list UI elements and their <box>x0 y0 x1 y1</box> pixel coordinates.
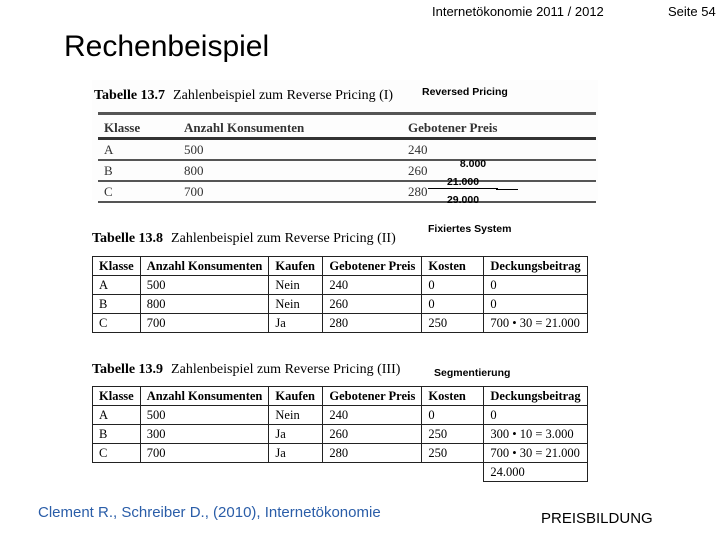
table-cell: 700 <box>178 181 402 202</box>
table-cell: 300 • 10 = 3.000 <box>484 425 588 444</box>
table-cell-empty <box>140 463 269 482</box>
table-cell: 300 <box>140 425 269 444</box>
table-cell-empty <box>93 463 141 482</box>
table3-header-row <box>93 387 588 406</box>
sum-total: 29.000 <box>446 194 480 206</box>
table-cell: 240 <box>323 406 422 425</box>
table-cell: 240 <box>402 139 596 161</box>
table-row <box>93 406 588 425</box>
page-number: Seite 54 <box>668 4 716 19</box>
table-cell: Nein <box>269 276 323 295</box>
table1 <box>98 118 596 203</box>
table2-col-anzahl: Anzahl Konsumenten <box>140 257 269 276</box>
table-cell: C <box>93 444 141 463</box>
table3-col-anzahl: Anzahl Konsumenten <box>140 387 269 406</box>
table1-caption-text: Zahlenbeispiel zum Reverse Pricing (I) <box>173 88 394 103</box>
table2 <box>92 256 588 333</box>
table-row <box>93 444 588 463</box>
table-cell: 500 <box>178 139 402 161</box>
table-cell: Ja <box>269 314 323 333</box>
table-cell: 800 <box>178 160 402 181</box>
table3-total-row <box>93 463 588 482</box>
table2-col-kaufen: Kaufen <box>269 257 323 276</box>
table1-rule <box>98 112 596 115</box>
table-cell: Nein <box>269 406 323 425</box>
sum-value-2: 21.000 <box>428 176 498 189</box>
table-cell: A <box>93 276 141 295</box>
table2-caption-text: Zahlenbeispiel zum Reverse Pricing (II) <box>171 231 396 246</box>
sum-value-1: 8.000 <box>459 158 487 170</box>
table-cell: 260 <box>323 295 422 314</box>
table-cell: 0 <box>484 276 588 295</box>
table-row <box>93 276 588 295</box>
table-cell: 240 <box>323 276 422 295</box>
table-cell: 0 <box>484 406 588 425</box>
table3-col-preis: Gebotener Preis <box>323 387 422 406</box>
table2-header-row <box>93 257 588 276</box>
table-cell: 0 <box>422 295 484 314</box>
table-cell: 500 <box>140 276 269 295</box>
table-cell: Ja <box>269 425 323 444</box>
table-cell: 800 <box>140 295 269 314</box>
table-cell: B <box>93 425 141 444</box>
table-cell: 250 <box>422 425 484 444</box>
table-cell-empty <box>323 463 422 482</box>
table-cell: 700 <box>140 444 269 463</box>
table3 <box>92 386 588 482</box>
table-row <box>98 139 596 161</box>
table-row <box>93 425 588 444</box>
table1-col-anzahl: Anzahl Konsumenten <box>178 118 402 139</box>
table-cell: 700 • 30 = 21.000 <box>484 444 588 463</box>
table-cell: Nein <box>269 295 323 314</box>
table-cell: 700 • 30 = 21.000 <box>484 314 588 333</box>
table-cell: 280 <box>402 181 596 202</box>
table-cell: 280 <box>323 314 422 333</box>
sum-underline <box>496 189 518 190</box>
table3-col-klasse: Klasse <box>93 387 141 406</box>
source-reference: Clement R., Schreiber D., (2010), Internetökonomie <box>38 504 381 521</box>
table-cell: 0 <box>484 295 588 314</box>
table-cell: C <box>93 314 141 333</box>
table-cell: C <box>98 181 178 202</box>
table2-col-deckungsbeitrag: Deckungsbeitrag <box>484 257 588 276</box>
table-cell: 500 <box>140 406 269 425</box>
table-cell: 250 <box>422 444 484 463</box>
table3-col-kosten: Kosten <box>422 387 484 406</box>
table-cell: Ja <box>269 444 323 463</box>
table3-total: 24.000 <box>484 463 588 482</box>
table2-col-kosten: Kosten <box>422 257 484 276</box>
table-cell: A <box>93 406 141 425</box>
section-label: PREISBILDUNG <box>541 510 653 527</box>
table-row <box>98 160 596 181</box>
table3-col-deckungsbeitrag: Deckungsbeitrag <box>484 387 588 406</box>
table2-col-preis: Gebotener Preis <box>323 257 422 276</box>
table-cell: B <box>93 295 141 314</box>
table-cell: B <box>98 160 178 181</box>
table3-caption <box>92 362 400 378</box>
table-cell: 250 <box>422 314 484 333</box>
reversed-pricing-label: Reversed Pricing <box>422 86 508 98</box>
table3-col-kaufen: Kaufen <box>269 387 323 406</box>
table-row <box>93 295 588 314</box>
table3-caption-label: Tabelle 13.9 <box>92 362 164 377</box>
table2-caption-label: Tabelle 13.8 <box>92 231 164 246</box>
table-row <box>98 181 596 202</box>
table-cell: 700 <box>140 314 269 333</box>
table1-caption-label: Tabelle 13.7 <box>94 88 166 103</box>
table-cell-empty <box>269 463 323 482</box>
page-title: Rechenbeispiel <box>64 30 270 63</box>
fixed-system-label: Fixiertes System <box>428 223 512 235</box>
table1-header-row <box>98 118 596 139</box>
table-cell: 280 <box>323 444 422 463</box>
table2-col-klasse: Klasse <box>93 257 141 276</box>
course-header: Internetökonomie 2011 / 2012 <box>432 4 604 19</box>
segmentation-label: Segmentierung <box>434 367 511 379</box>
table3-caption-text: Zahlenbeispiel zum Reverse Pricing (III) <box>171 362 401 377</box>
table-row <box>93 314 588 333</box>
table-cell: 0 <box>422 276 484 295</box>
table-cell-empty <box>422 463 484 482</box>
table2-caption <box>92 231 396 247</box>
table1-col-preis: Gebotener Preis <box>402 118 596 139</box>
table-cell: 260 <box>402 160 596 181</box>
table-cell: 0 <box>422 406 484 425</box>
table1-caption <box>94 88 393 104</box>
table-cell: A <box>98 139 178 161</box>
table-cell: 260 <box>323 425 422 444</box>
table1-col-klasse: Klasse <box>98 118 178 139</box>
